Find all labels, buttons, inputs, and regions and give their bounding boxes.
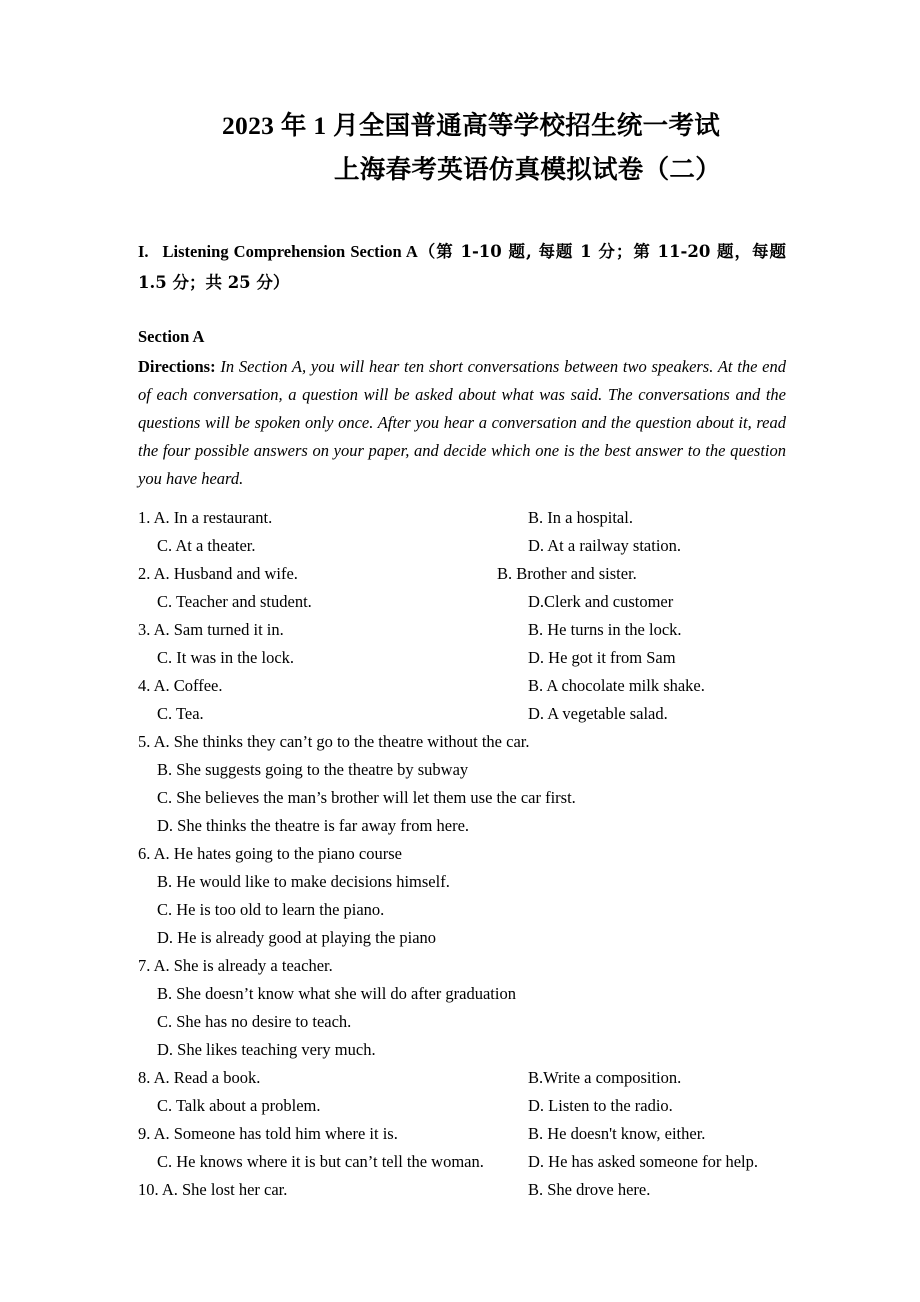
answer-option[interactable]: D. He is already good at playing the piano — [157, 928, 437, 947]
answer-option[interactable]: 5. A. She thinks they can’t go to the theatre without the car. — [138, 732, 530, 751]
section-heading-scoring: （第 1-10 题, 每题 1 分；第 11-20 题，每题 1.5 分；共 25 分） — [138, 242, 786, 292]
question-row — [138, 700, 786, 728]
answer-option[interactable]: D. A vegetable salad. — [528, 704, 668, 723]
section-heading-english: Listening Comprehension Section A — [162, 242, 418, 261]
question-row — [138, 1092, 786, 1120]
question-row — [138, 868, 786, 896]
question-list — [138, 504, 786, 1204]
question-row — [138, 532, 786, 560]
answer-option[interactable]: C. He is too old to learn the piano. — [157, 900, 385, 919]
section-a-label: Section A — [138, 327, 205, 346]
section-heading — [138, 236, 786, 298]
question-block — [138, 616, 786, 672]
answer-option[interactable]: B. He turns in the lock. — [528, 620, 682, 639]
answer-option[interactable]: B. She suggests going to the theatre by subway — [157, 760, 469, 779]
answer-option[interactable]: 3. A. Sam turned it in. — [138, 620, 284, 639]
answer-option[interactable]: C. She has no desire to teach. — [157, 1012, 352, 1031]
question-row — [138, 588, 786, 616]
question-block — [138, 728, 786, 840]
answer-option[interactable]: D. At a railway station. — [528, 536, 682, 555]
answer-option[interactable]: B. He would like to make decisions himself. — [157, 872, 450, 891]
answer-option[interactable]: 2. A. Husband and wife. — [138, 564, 298, 583]
question-row — [138, 1176, 786, 1204]
question-row — [138, 616, 786, 644]
question-row — [138, 560, 786, 588]
answer-option[interactable]: C. Talk about a problem. — [157, 1096, 321, 1115]
answer-option[interactable]: B. A chocolate milk shake. — [528, 676, 705, 695]
question-row — [138, 728, 786, 756]
question-row — [138, 644, 786, 672]
question-row — [138, 1120, 786, 1148]
directions-text: In Section A, you will hear ten short conversations between two speakers. At the end of each conversation, a question will be asked about what was said. The conversations and the questions will be spoken only once. After you hear a conversation and the question about it, read the four possible answers on your paper, and decide which one is the best answer to the question you have heard. — [138, 357, 787, 488]
answer-option[interactable]: 4. A. Coffee. — [138, 676, 223, 695]
answer-option[interactable]: 1. A. In a restaurant. — [138, 508, 273, 527]
answer-option[interactable]: C. Tea. — [157, 704, 204, 723]
answer-option[interactable]: 7. A. She is already a teacher. — [138, 956, 333, 975]
answer-option[interactable]: B. In a hospital. — [528, 508, 633, 527]
answer-option[interactable]: D. He has asked someone for help. — [528, 1152, 759, 1171]
section-roman-numeral: I. — [138, 242, 149, 261]
answer-option[interactable]: B. She doesn’t know what she will do after graduation — [157, 984, 516, 1003]
question-row — [138, 1064, 786, 1092]
question-row — [138, 1036, 786, 1064]
question-row — [138, 672, 786, 700]
title-line-1: 2023 年 1 月全国普通高等学校招生统一考试 — [222, 111, 721, 140]
answer-option[interactable]: D. Listen to the radio. — [528, 1096, 673, 1115]
title-line-2: 上海春考英语仿真模拟试卷（二） — [334, 155, 722, 184]
question-row — [138, 812, 786, 840]
answer-option[interactable]: D. He got it from Sam — [528, 648, 676, 667]
answer-option[interactable]: C. At a theater. — [157, 536, 256, 555]
answer-option[interactable]: B.Write a composition. — [528, 1068, 682, 1087]
answer-option[interactable]: C. It was in the lock. — [157, 648, 295, 667]
page-content — [138, 0, 786, 1204]
answer-option[interactable]: D. She thinks the theatre is far away from here. — [157, 816, 470, 835]
question-row — [138, 840, 786, 868]
question-row — [138, 504, 786, 532]
answer-option[interactable]: C. He knows where it is but can’t tell the woman. — [157, 1152, 484, 1171]
question-block — [138, 672, 786, 728]
question-block — [138, 840, 786, 952]
answer-option[interactable]: 10. A. She lost her car. — [138, 1180, 288, 1199]
question-block — [138, 1120, 786, 1176]
directions-label: Directions: — [138, 357, 216, 376]
question-row — [138, 896, 786, 924]
question-block — [138, 504, 786, 560]
question-row — [138, 924, 786, 952]
answer-option[interactable]: B. Brother and sister. — [497, 564, 637, 583]
question-row — [138, 1148, 786, 1176]
directions-paragraph — [138, 353, 786, 493]
answer-option[interactable]: 8. A. Read a book. — [138, 1068, 261, 1087]
question-row — [138, 784, 786, 812]
question-block — [138, 952, 786, 1064]
answer-option[interactable]: B. He doesn't know, either. — [528, 1124, 706, 1143]
question-row — [138, 980, 786, 1008]
answer-option[interactable]: C. She believes the man’s brother will let them use the car first. — [157, 788, 576, 807]
answer-option[interactable]: 6. A. He hates going to the piano course — [138, 844, 402, 863]
answer-option[interactable]: D.Clerk and customer — [528, 592, 674, 611]
question-block — [138, 1064, 786, 1120]
answer-option[interactable]: 9. A. Someone has told him where it is. — [138, 1124, 398, 1143]
question-row — [138, 1008, 786, 1036]
question-row — [138, 952, 786, 980]
document-title — [138, 0, 786, 192]
answer-option[interactable]: C. Teacher and student. — [157, 592, 312, 611]
question-block — [138, 560, 786, 616]
question-block — [138, 1176, 786, 1204]
answer-option[interactable]: D. She likes teaching very much. — [157, 1040, 376, 1059]
answer-option[interactable]: B. She drove here. — [528, 1180, 651, 1199]
question-row — [138, 756, 786, 784]
